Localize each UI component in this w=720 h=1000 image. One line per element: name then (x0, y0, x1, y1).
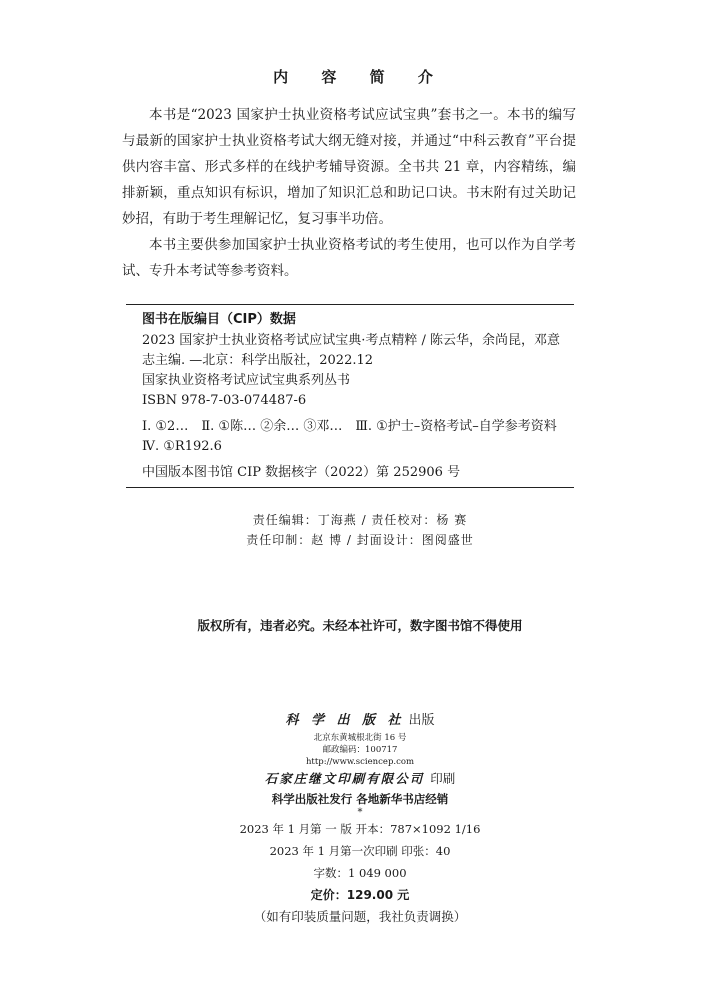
publisher-logo: 科 学 出 版 社 (285, 713, 405, 728)
cip-title-line: 2023 国家护士执业资格考试应试宝典·考点精粹 / 陈云华，余尚昆，邓意志主编. —北京：科学出版社，2022.12 (142, 333, 560, 368)
cip-series-line: 国家执业资格考试应试宝典系列丛书 (142, 373, 351, 388)
printing-line: 2023 年 1 月第一次印刷 印张：40 (269, 844, 451, 858)
edition-line: 2023 年 1 月第 一 版 开本：787×1092 1/16 (239, 822, 481, 836)
publisher-postcode: 邮政编码：100717 (322, 745, 398, 755)
price: 定价：129.00 元 (310, 888, 410, 902)
printer-suffix: 印刷 (430, 771, 456, 786)
publisher-line (0, 710, 720, 732)
credits-editors: 责任编辑：丁海燕 / 责任校对：杨 赛 (252, 513, 468, 527)
word-count: 字数：1 049 000 (313, 866, 407, 880)
credits-block (0, 510, 720, 550)
credits-production: 责任印制：赵 博 / 封面设计：图阅盛世 (246, 533, 474, 547)
summary-paragraph-1: 本书是“2023 国家护士执业资格考试应试宝典”套书之一。本书的编写与最新的国家护士执业资格考试大纲无缝对接，并通过“中科云教育”平台提供内容丰富、形式多样的在线护考辅导资源。全书共 21 章，内容精练，编排新颖，重点知识有标识，增加了知识汇总和助记口诀。书末附有过关助记妙招，有助于考生理解记忆，复习事半功倍。 (122, 107, 576, 227)
cip-body (126, 331, 574, 457)
separator-star: * (357, 807, 363, 818)
page-title: 内 容 简 介 (273, 68, 447, 86)
publisher-suffix: 出版 (408, 713, 435, 728)
cip-header: 图书在版编目（CIP）数据 (142, 312, 296, 327)
cip-footer: 中国版本图书馆 CIP 数据核字（2022）第 252906 号 (142, 465, 461, 480)
printer-line (0, 768, 720, 790)
printer-name: 石家庄继文印刷有限公司 (264, 771, 425, 786)
cip-classification-line: Ⅰ. ①2… Ⅱ. ①陈… ②余… ③邓… Ⅲ. ①护士–资格考试–自学参考资料 Ⅳ. ①R192.6 (142, 419, 570, 454)
publisher-url: http://www.sciencep.com (305, 757, 415, 767)
cip-data-block (126, 304, 574, 488)
quality-note: （如有印装质量问题，我社负责调换） (253, 909, 467, 924)
summary-paragraph-2: 本书主要供参加国家护士执业资格考试的考生使用，也可以作为自学考试、专升本考试等参考资料。 (122, 237, 576, 279)
imprint-block (0, 710, 720, 928)
rights-notice: 版权所有，违者必究。未经本社许可，数字图书馆不得使用 (197, 618, 523, 633)
summary-section (122, 102, 576, 284)
cip-isbn-line: ISBN 978-7-03-074487-6 (142, 393, 307, 408)
distribution-line: 科学出版社发行 各地新华书店经销 (271, 792, 449, 806)
publisher-address: 北京东黄城根北街 16 号 (313, 733, 407, 743)
